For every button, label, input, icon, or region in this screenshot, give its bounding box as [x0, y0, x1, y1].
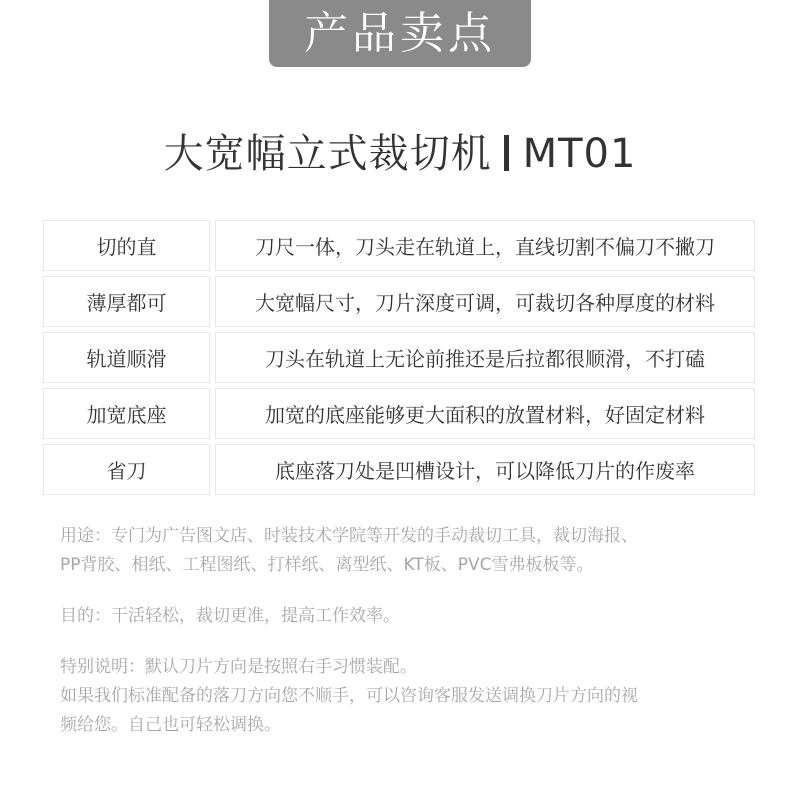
feature-description: 刀尺一体，刀头走在轨道上，直线切割不偏刀不撇刀: [215, 220, 755, 271]
feature-description: 刀头在轨道上无论前推还是后拉都很顺滑，不打磕: [215, 332, 755, 383]
feature-name: 切的直: [43, 220, 210, 271]
features-table: [43, 220, 755, 495]
model-number: MT01: [522, 131, 637, 177]
section-banner: [269, 0, 531, 67]
feature-description: 加宽的底座能够更大面积的放置材料，好固定材料: [215, 388, 755, 439]
feature-description: 大宽幅尺寸，刀片深度可调，可裁切各种厚度的材料: [215, 276, 755, 327]
feature-row: [43, 388, 755, 439]
usage-note-line: PP背胶、相纸、工程图纸、打样纸、离型纸、KT板、PVC雪弗板板等。: [60, 555, 594, 575]
feature-row: [43, 276, 755, 327]
title-divider: [504, 135, 509, 171]
feature-row: [43, 220, 755, 271]
purpose-note: 目的：干活轻松，裁切更准，提高工作效率。: [60, 606, 400, 626]
feature-name: 省刀: [43, 444, 210, 495]
feature-row: [43, 332, 755, 383]
feature-description: 底座落刀处是凹槽设计，可以降低刀片的作废率: [215, 444, 755, 495]
page-title: [0, 126, 800, 182]
banner-text: 产品卖点: [304, 7, 496, 59]
special-note-line: 如果我们标准配备的落刀方向您不顺手，可以咨询客服发送调换刀片方向的视: [60, 686, 638, 706]
feature-name: 轨道顺滑: [43, 332, 210, 383]
feature-row: [43, 444, 755, 495]
special-note-line: 频给您。自己也可轻松调换。: [60, 715, 281, 735]
feature-name: 薄厚都可: [43, 276, 210, 327]
feature-name: 加宽底座: [43, 388, 210, 439]
usage-note-line: 用途：专门为广告图文店、时装技术学院等开发的手动裁切工具，裁切海报、: [60, 526, 638, 546]
product-name: 大宽幅立式裁切机: [163, 131, 492, 177]
special-note-line: 特别说明：默认刀片方向是按照右手习惯装配。: [60, 657, 417, 677]
notes-section: [60, 522, 760, 740]
